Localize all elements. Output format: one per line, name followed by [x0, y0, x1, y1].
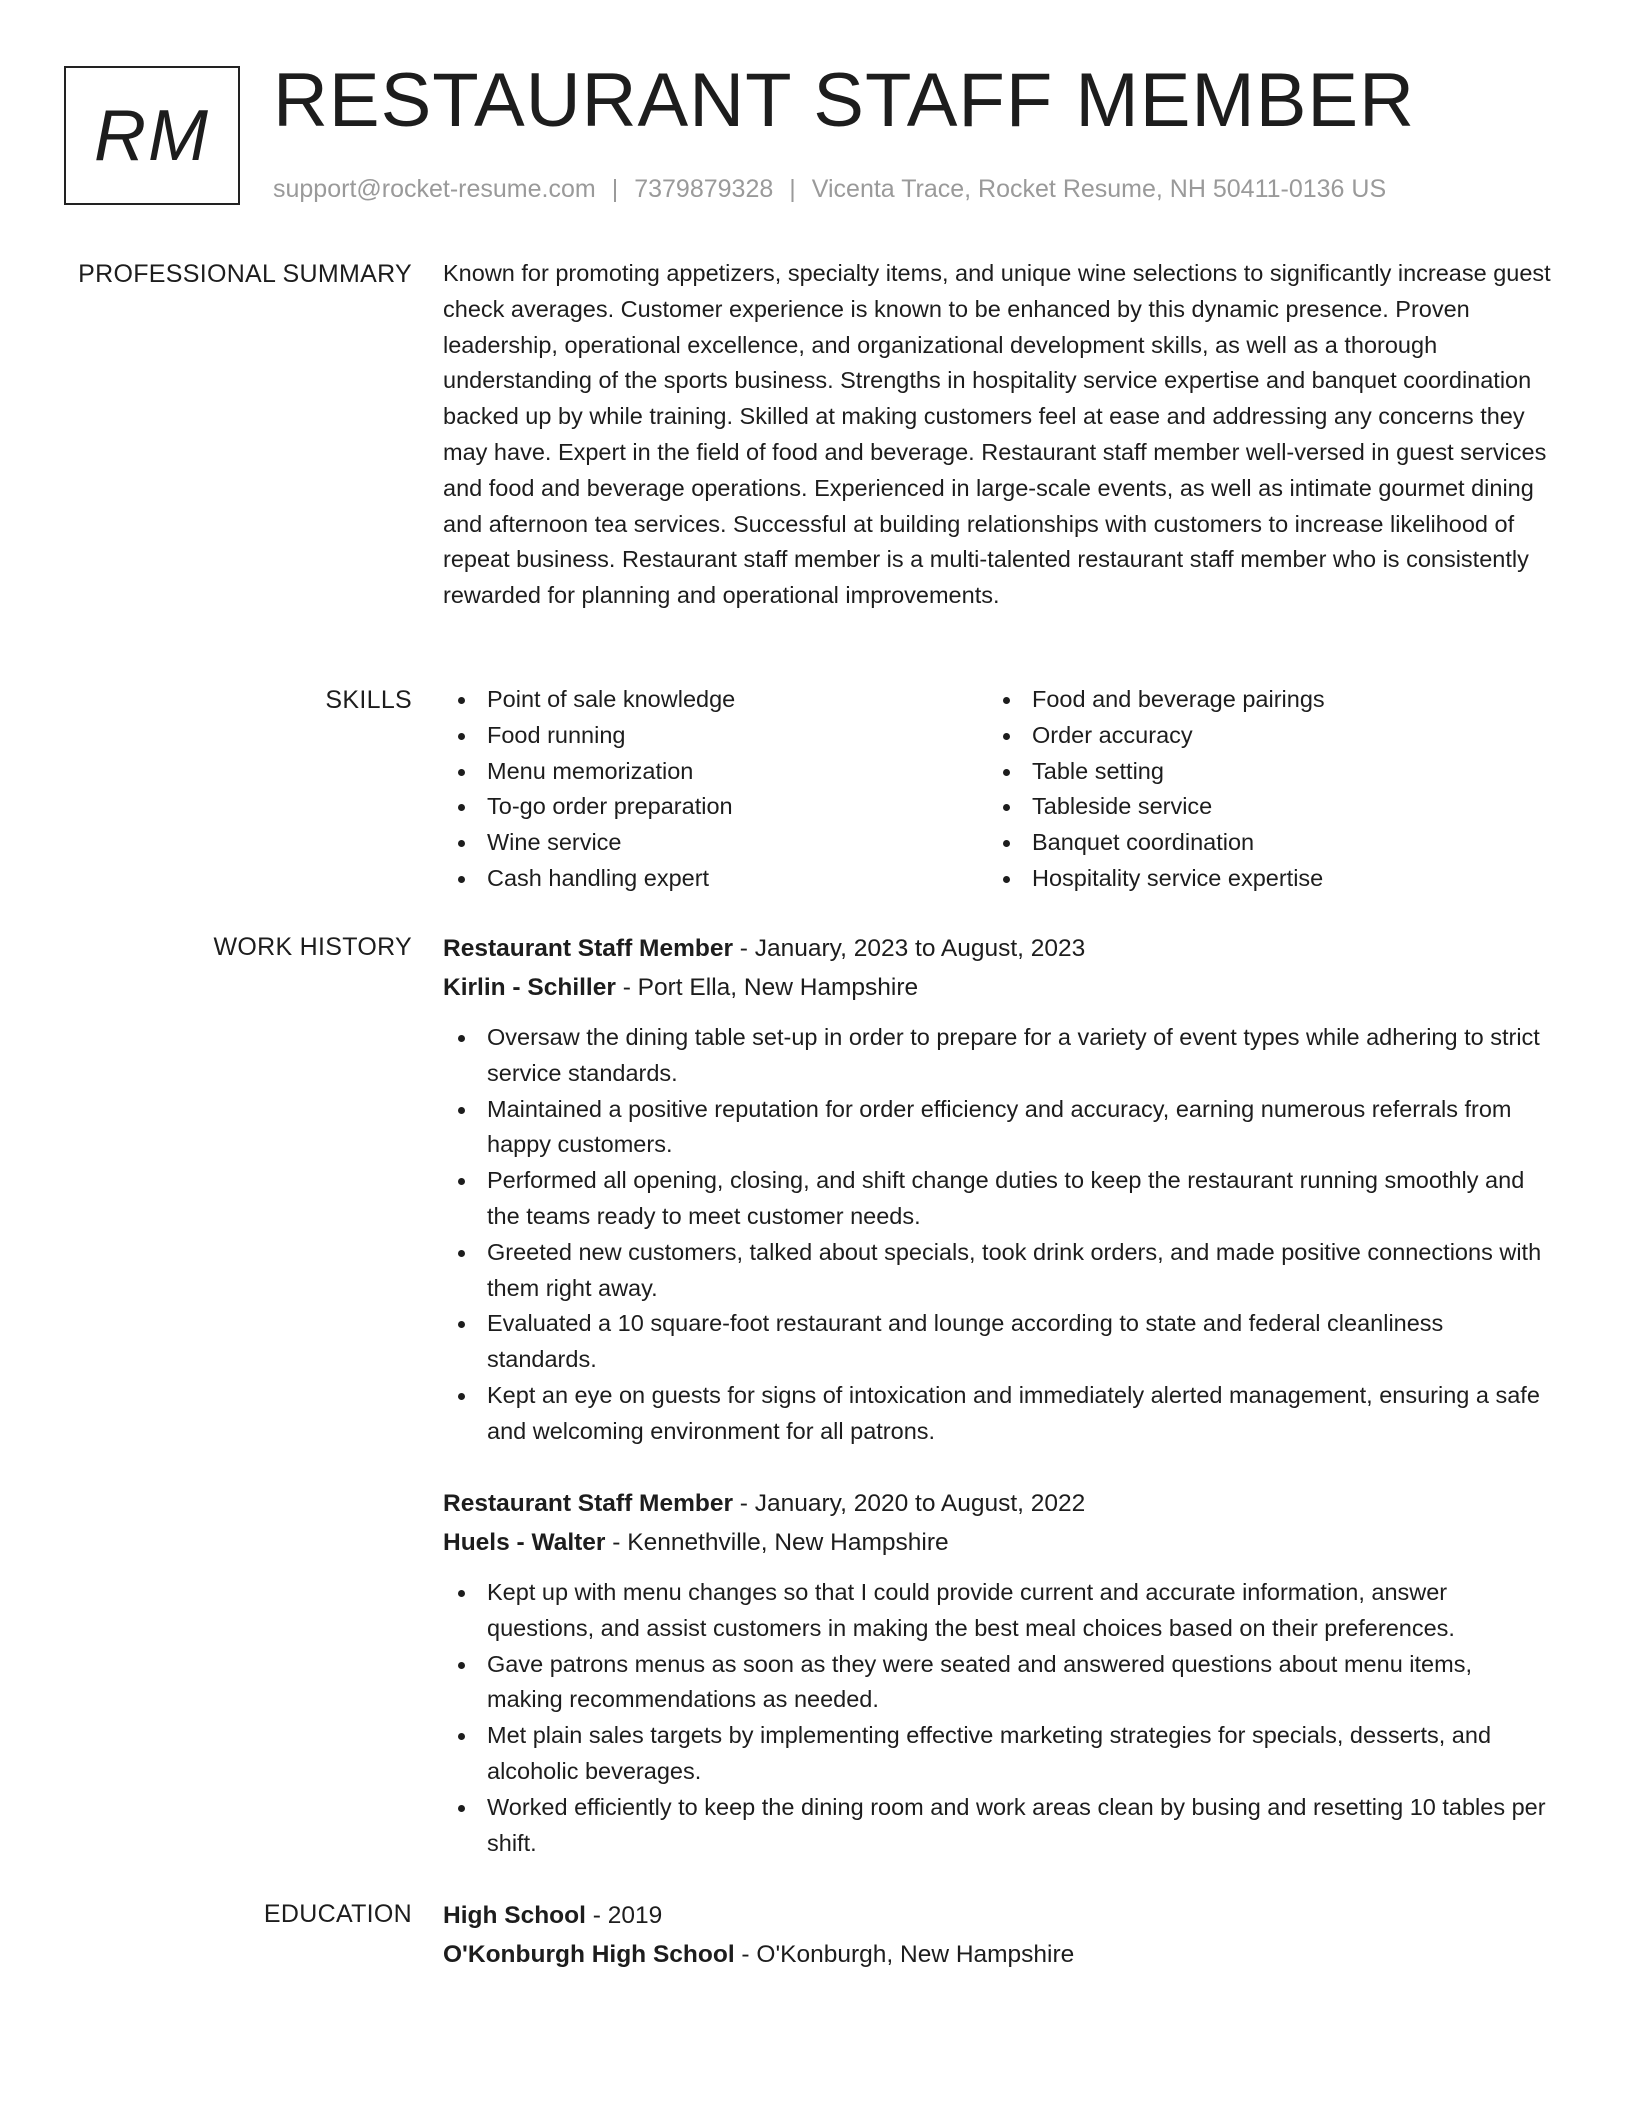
section-label-work-history: WORK HISTORY: [213, 933, 412, 961]
section-label-summary: PROFESSIONAL SUMMARY: [78, 260, 412, 288]
job-location: - Port Ella, New Hampshire: [615, 974, 919, 1001]
skill-item: To-go order preparation: [443, 789, 988, 825]
job-company: Kirlin - Schiller: [443, 974, 616, 1001]
contact-phone: 7379879328: [634, 175, 774, 203]
job-title-line: [443, 929, 1553, 968]
skill-item: Table setting: [988, 754, 1533, 790]
skill-item: Menu memorization: [443, 754, 988, 790]
skill-item: Tableside service: [988, 789, 1533, 825]
job-bullet: Evaluated a 10 square-foot restaurant and lounge according to state and federal cleanliness standards.: [443, 1306, 1553, 1378]
job-bullet: Kept up with menu changes so that I could provide current and accurate information, answer questions, and assist customers in making the best meal choices based on their preferences.: [443, 1575, 1553, 1647]
job-company-line: [443, 968, 1553, 1007]
job-dates: - January, 2023 to August, 2023: [732, 935, 1086, 962]
summary-text: Known for promoting appetizers, specialty items, and unique wine selections to significantly increase guest check averages. Customer experience is known to be enhanced by this dynamic presence. Proven leadership, operational excellence, and organizational development skills, as well as a thorough understanding of the sports business. Strengths in hospitality service expertise and banquet coordination backed up by while training. Skilled at making customers feel at ease and addressing any concerns they may have. Expert in the field of food and beverage. Restaurant staff member well-versed in guest services and food and beverage operations. Experienced in large-scale events, as well as intimate gourmet dining and afternoon tea services. Successful at building relationships with customers to increase likelihood of repeat business. Restaurant staff member is a multi-talented restaurant staff member who is consistently rewarded for planning and operational improvements.: [443, 260, 1551, 609]
skill-item: Food running: [443, 718, 988, 754]
job-bullet: Worked efficiently to keep the dining room and work areas clean by busing and resetting 10 tables per shift.: [443, 1790, 1553, 1862]
skill-item: Hospitality service expertise: [988, 861, 1533, 897]
skill-item: Food and beverage pairings: [988, 682, 1533, 718]
candidate-name: RESTAURANT STAFF MEMBER: [273, 58, 1415, 143]
job-bullet: Met plain sales targets by implementing effective marketing strategies for specials, desserts, and alcoholic beverages.: [443, 1718, 1553, 1790]
job-title: Restaurant Staff Member: [443, 1490, 733, 1517]
skill-item: Order accuracy: [988, 718, 1533, 754]
job-title: Restaurant Staff Member: [443, 935, 733, 962]
job-company: Huels - Walter: [443, 1529, 606, 1556]
job-bullet: Kept an eye on guests for signs of intoxication and immediately alerted management, ensuring a safe and welcoming environment for all patrons.: [443, 1378, 1553, 1450]
contact-separator: |: [611, 175, 619, 203]
job-bullet: Greeted new customers, talked about specials, took drink orders, and made positive connections with them right away.: [443, 1235, 1553, 1307]
summary-body: [443, 256, 1553, 614]
skills-body: [443, 682, 1553, 897]
skill-item: Point of sale knowledge: [443, 682, 988, 718]
monogram-initials: RM: [94, 95, 210, 176]
job-company-line: [443, 1523, 1553, 1562]
job-bullet: Performed all opening, closing, and shift change duties to keep the restaurant running smoothly and the teams ready to meet customer needs.: [443, 1163, 1553, 1235]
job-bullet: Gave patrons menus as soon as they were seated and answered questions about menu items, making recommendations as needed.: [443, 1647, 1553, 1719]
skills-column-left: [443, 682, 988, 897]
skills-column-right: [988, 682, 1533, 897]
job-bullet: Oversaw the dining table set-up in order to prepare for a variety of event types while adhering to strict service standards.: [443, 1020, 1553, 1092]
education-year: - 2019: [585, 1902, 663, 1929]
monogram-box: [64, 66, 240, 205]
contact-line: [273, 174, 1386, 204]
contact-separator: |: [789, 175, 796, 203]
education-body: [443, 1896, 1553, 1974]
job-location: - Kennethville, New Hampshire: [605, 1529, 949, 1556]
education-degree: High School: [443, 1902, 586, 1929]
job-bullet: Maintained a positive reputation for order efficiency and accuracy, earning numerous referrals from happy customers.: [443, 1092, 1553, 1164]
job-entry: [443, 929, 1553, 1450]
job-bullets: [443, 1575, 1553, 1861]
education-school-line: [443, 1935, 1553, 1974]
skill-item: Banquet coordination: [988, 825, 1533, 861]
section-label-education: EDUCATION: [263, 1900, 412, 1928]
contact-email: support@rocket-resume.com: [273, 175, 596, 203]
skills-grid: [443, 682, 1553, 897]
education-school: O'Konburgh High School: [443, 1941, 735, 1968]
skill-item: Cash handling expert: [443, 861, 988, 897]
job-title-line: [443, 1484, 1553, 1523]
job-entry: [443, 1484, 1553, 1861]
education-degree-line: [443, 1896, 1553, 1935]
skill-item: Wine service: [443, 825, 988, 861]
education-location: - O'Konburgh, New Hampshire: [734, 1941, 1075, 1968]
job-dates: - January, 2020 to August, 2022: [732, 1490, 1086, 1517]
section-label-skills: SKILLS: [325, 686, 412, 714]
job-bullets: [443, 1020, 1553, 1450]
contact-address: Vicenta Trace, Rocket Resume, NH 50411-0136 US: [811, 175, 1387, 203]
